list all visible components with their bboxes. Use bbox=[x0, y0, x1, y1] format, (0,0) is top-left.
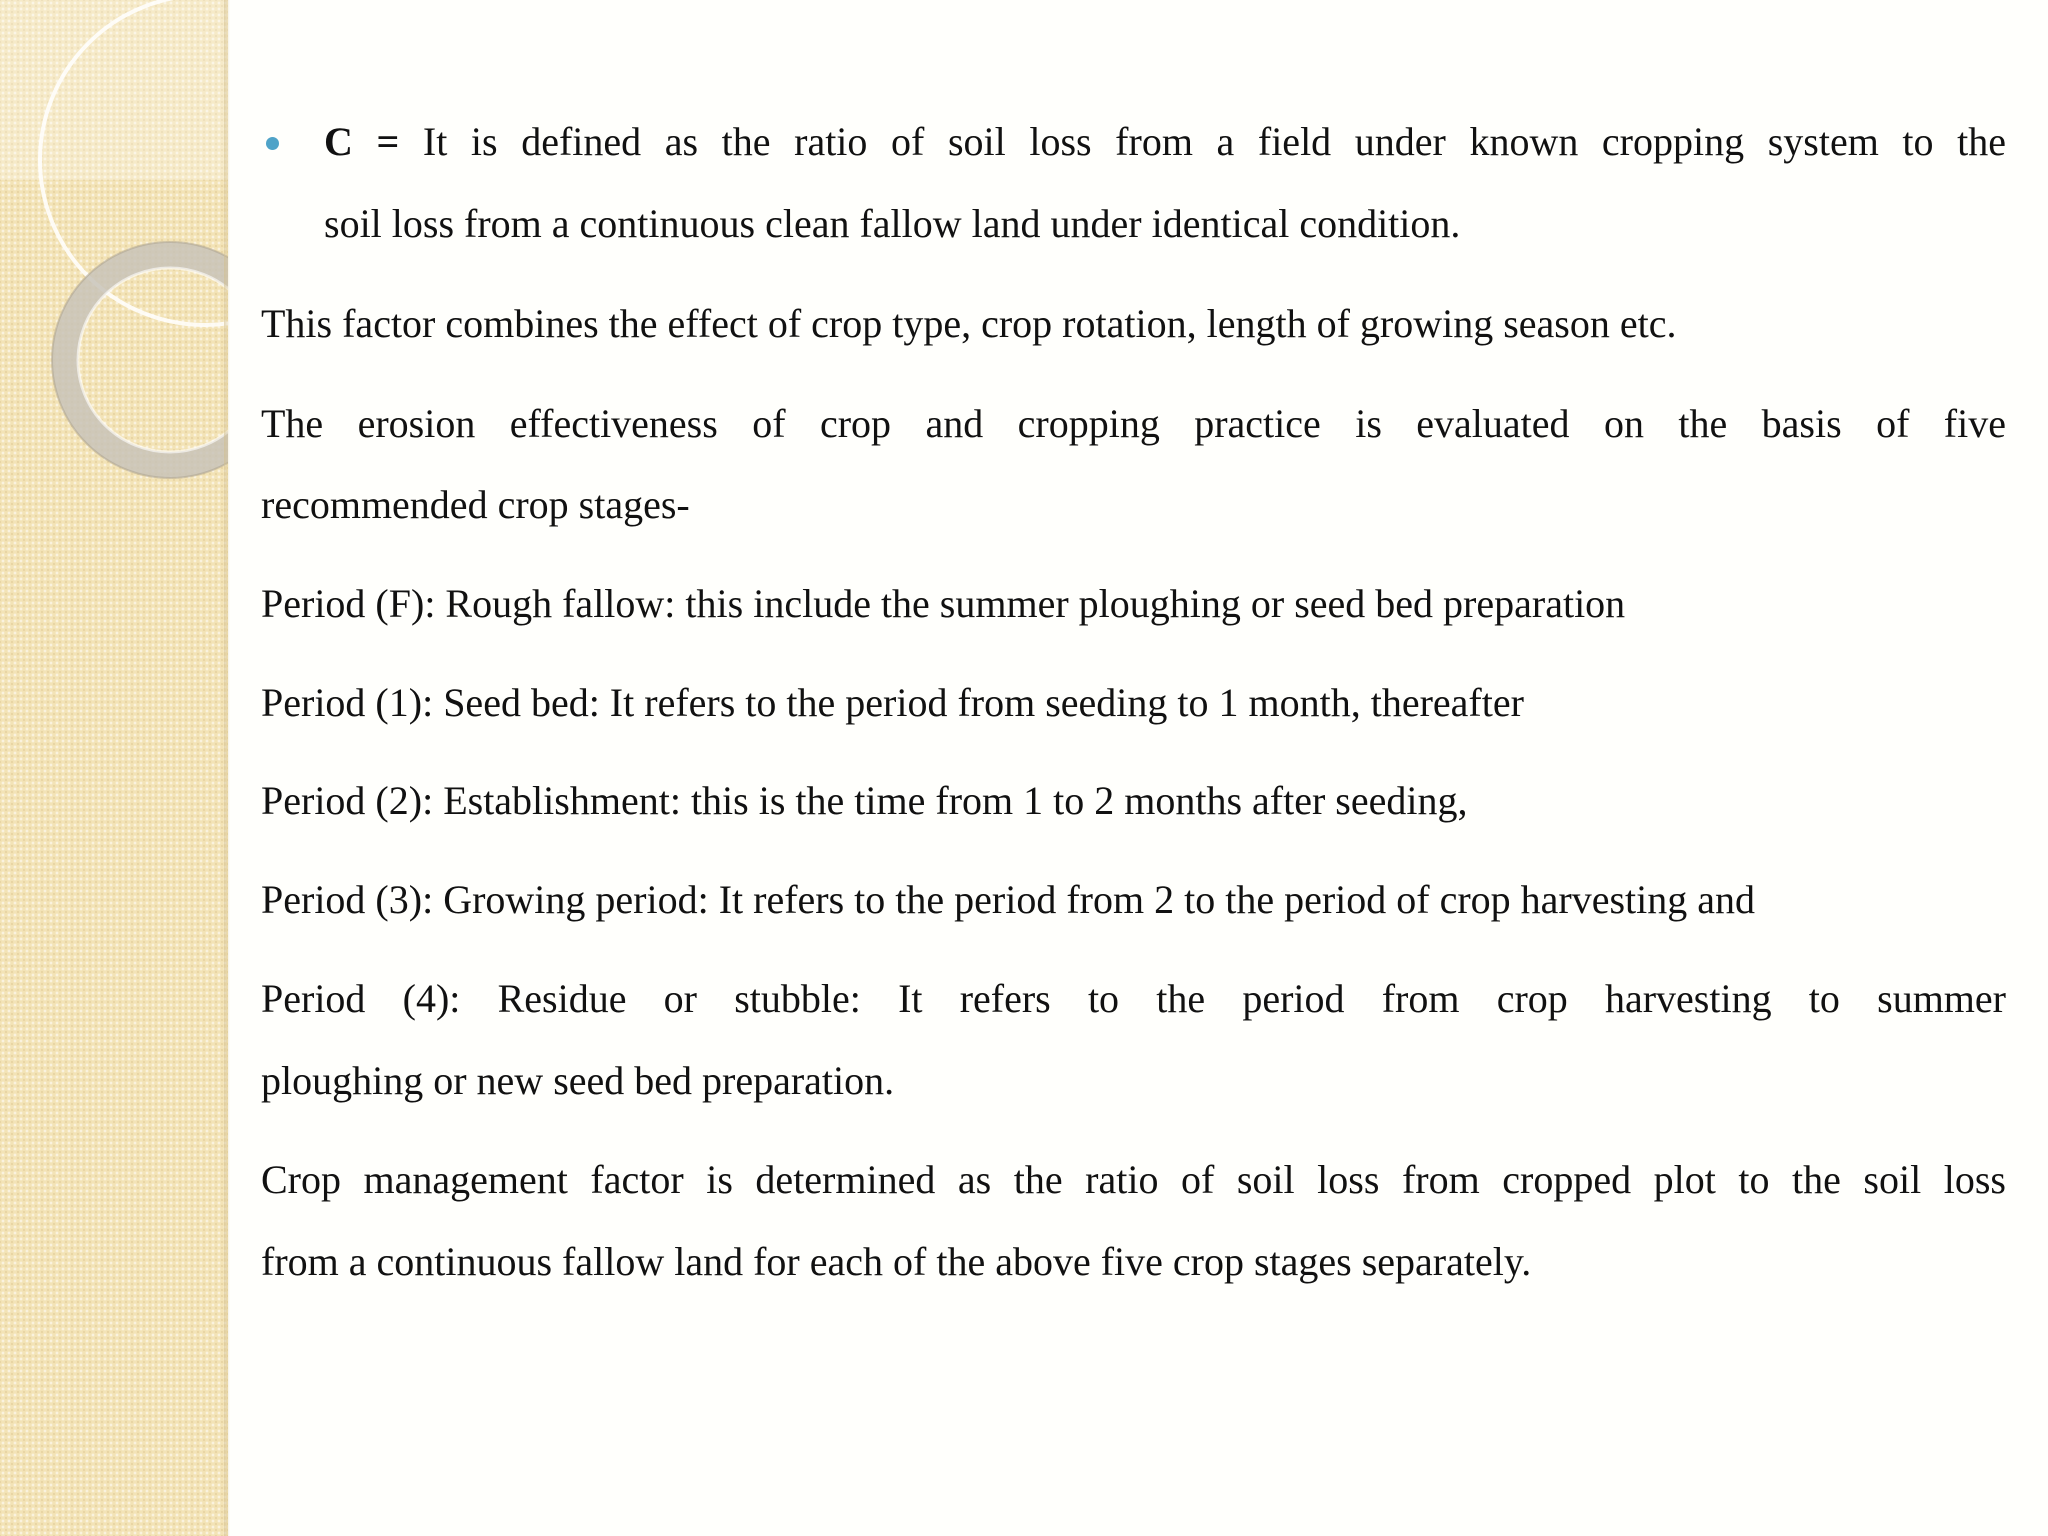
erosion-paragraph-line-2: recommended crop stages- bbox=[261, 482, 690, 527]
bullet-icon bbox=[266, 137, 279, 150]
bullet-text-1: It is defined as the ratio of soil loss from a field under known cropping system to the bbox=[422, 119, 2007, 164]
period-4-line-1: Period (4): Residue or stubble: It refers to the period from crop harvesting to summer bbox=[261, 976, 2006, 1021]
bullet-line-1 bbox=[324, 118, 2006, 166]
bullet-lead: C = bbox=[324, 119, 400, 164]
crop-management-line-1: Crop management factor is determined as the ratio of soil loss from cropped plot to the soil loss bbox=[261, 1157, 2006, 1202]
period-3-text: Period (3): Growing period: It refers to the period from 2 to the period of crop harvesting and bbox=[261, 877, 1756, 922]
crop-management-line-2: from a continuous fallow land for each of the above five crop stages separately. bbox=[261, 1239, 1532, 1284]
period-4-line-2: ploughing or new seed bed preparation. bbox=[261, 1058, 895, 1103]
factor-paragraph: This factor combines the effect of crop type, crop rotation, length of growing season etc. bbox=[261, 301, 1677, 346]
period-2-text: Period (2): Establishment: this is the time from 1 to 2 months after seeding, bbox=[261, 778, 1468, 823]
erosion-paragraph-line-1: The erosion effectiveness of crop and cropping practice is evaluated on the basis of five bbox=[261, 401, 2006, 446]
bullet-line-2: soil loss from a continuous clean fallow land under identical condition. bbox=[324, 201, 1461, 246]
period-f-text: Period (F): Rough fallow: this include the summer ploughing or seed bed preparation bbox=[261, 581, 1626, 626]
period-1-text: Period (1): Seed bed: It refers to the period from seeding to 1 month, thereafter bbox=[261, 680, 1524, 725]
